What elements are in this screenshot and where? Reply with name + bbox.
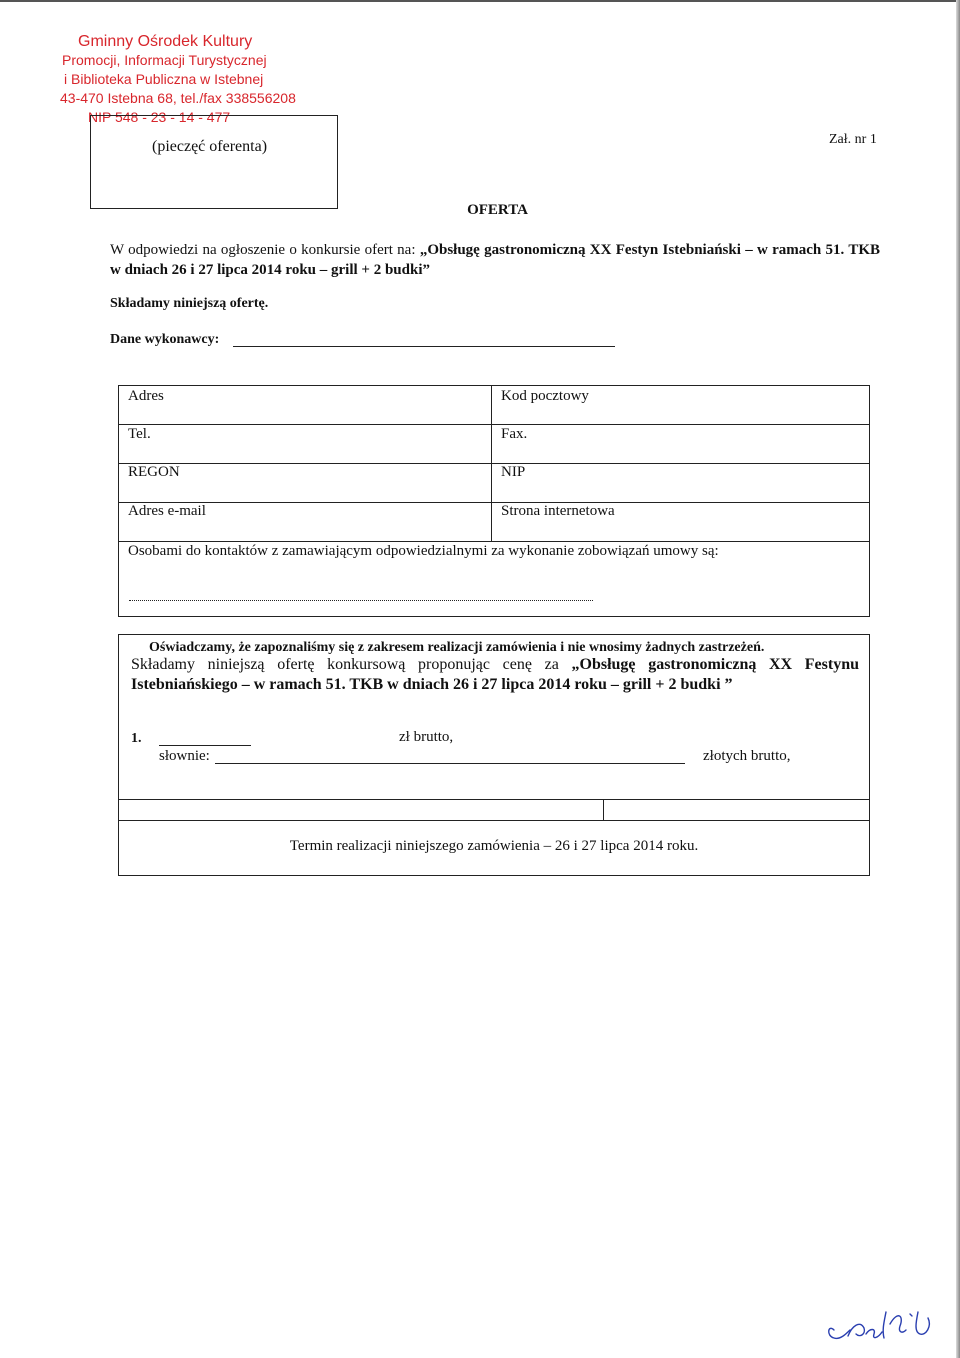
grid-divider [491,386,492,541]
attachment-number: Zał. nr 1 [829,132,877,147]
scan-edge-top [0,0,960,2]
stamp-line-promotion: Promocji, Informacji Turystycznej [62,52,267,68]
stamp-line-name: Gminny Ośrodek Kultury [78,33,253,50]
intro-paragraph [110,240,880,280]
declaration-divider [603,799,604,820]
declaration-rule [119,820,869,821]
contact-persons-dotted-line[interactable] [129,600,593,601]
offer-prefix: Składamy niniejszą ofertę konkursową proponując cenę za [131,656,559,673]
declaration-box [118,634,870,876]
in-words-input-line[interactable] [215,763,685,764]
contact-persons-label: Osobami do kontaktów z zamawiającym odpowiedzialnymi za wykonanie zobowiązań umowy są: [128,543,719,559]
deadline-text: Termin realizacji niniejszego zamówienia – 26 i 27 lipca 2014 roku. [289,838,699,854]
nip-field[interactable]: NIP [501,464,526,480]
website-field[interactable]: Strona internetowa [501,503,615,519]
grid-rule [119,424,869,425]
grid-rule [119,502,869,503]
offer-paragraph [131,655,859,695]
item-number: 1. [131,731,142,746]
contractor-input-line[interactable] [233,346,615,347]
offer-subject: „Obsługę gastronomiczną XX Festynu Istebniańskiego – w ramach 51. TKB w dniach 26 i 27 lipca 2014 roku – grill + 2 budki ” [131,656,859,693]
intro-prefix: W odpowiedzi na ogłoszenie o konkursie ofert na: [110,242,416,258]
stamp-box [90,115,338,209]
grid-rule [119,463,869,464]
declaration-statement: Oświadczamy, że zapoznaliśmy się z zakresem realizacji zamówienia i nie wnosimy żadnych zastrzeżeń. [149,640,765,655]
intro-subject: „Obsługę gastronomiczną XX Festyn Istebniański – w ramach 51. TKB w dniach 26 i 27 lipca 2014 roku – grill + 2 budki” [110,242,880,278]
stamp-line-nip: NIP 548 - 23 - 14 - 477 [88,109,231,125]
address-field[interactable]: Adres [128,388,164,404]
fax-field[interactable]: Fax. [501,426,528,442]
contractor-label: Dane wykonawcy: [110,332,220,347]
pln-gross-label: zł brutto, [399,729,454,745]
in-words-label: słownie: [159,748,210,764]
stamp-caption: (pieczęć oferenta) [152,138,268,155]
stamp-line-library: i Biblioteka Publiczna w Istebnej [64,71,264,87]
postal-code-field[interactable]: Kod pocztowy [501,388,589,404]
contact-table [118,385,870,617]
email-field[interactable]: Adres e-mail [128,503,206,519]
declaration-rule [119,799,869,800]
handwritten-signature [820,1300,940,1346]
submit-line: Składamy niniejszą ofertę. [110,296,269,311]
grid-rule [119,541,869,542]
stamp-line-address: 43-470 Istebna 68, tel./fax 338556208 [60,90,296,106]
phone-field[interactable]: Tel. [128,426,151,442]
regon-field[interactable]: REGON [128,464,180,480]
document-title: OFERTA [467,202,528,218]
price-input-line[interactable] [159,745,251,746]
institution-stamp [62,32,296,127]
zloty-gross-label: złotych brutto, [703,748,791,764]
